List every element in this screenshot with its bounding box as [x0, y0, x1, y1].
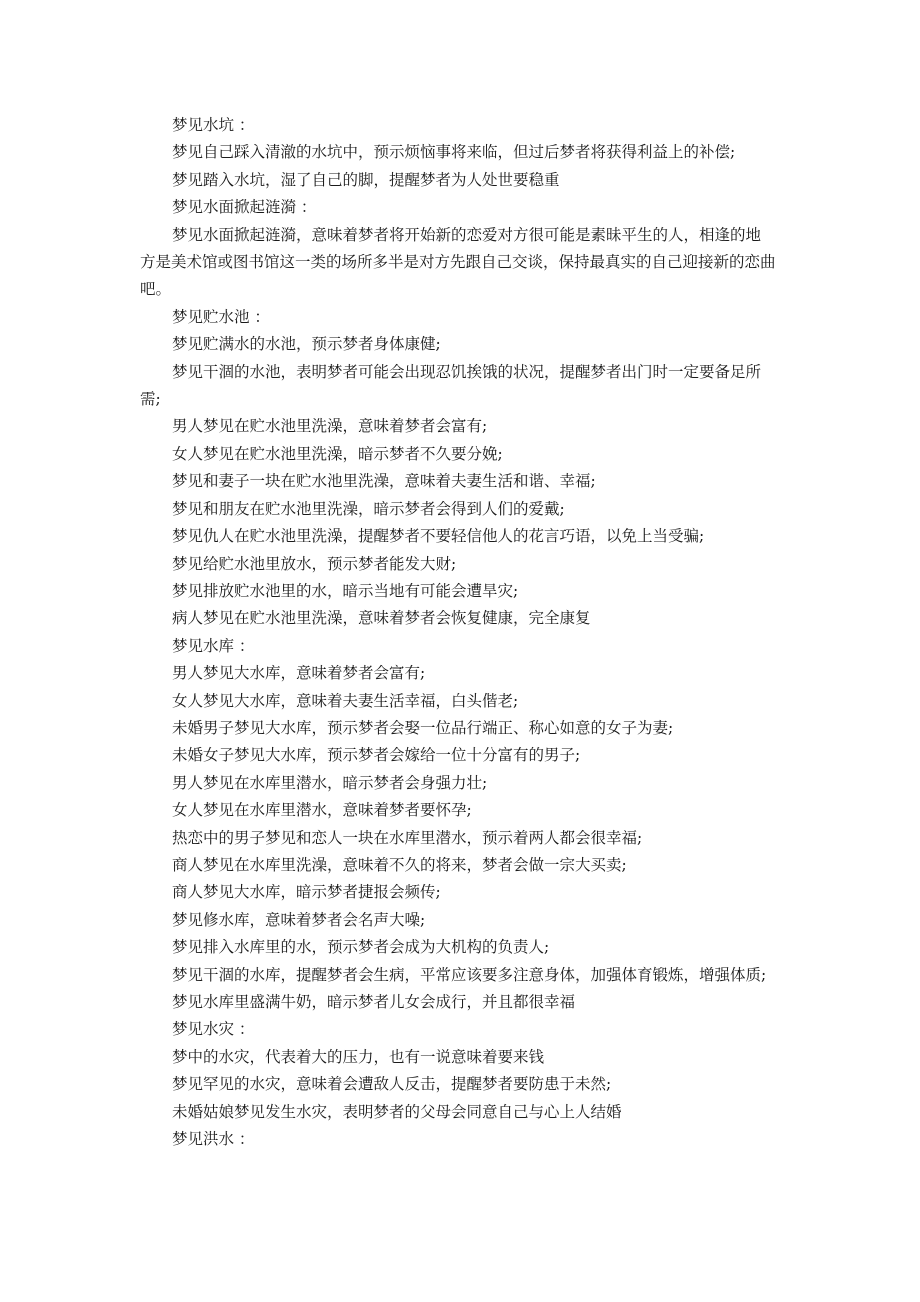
- section-heading-ripples: 梦见水面掀起涟漪 ：: [172, 198, 317, 217]
- paragraph: 梦见给贮水池里放水，预示梦者能发大财;: [172, 554, 457, 573]
- paragraph: 未婚男子梦见大水库，预示梦者会娶一位品行端正、称心如意的女子为妻;: [172, 718, 674, 737]
- paragraph: 未婚姑娘梦见发生水灾，表明梦者的父母会同意自己与心上人结婚: [172, 1102, 622, 1121]
- paragraph: 男人梦见在贮水池里洗澡，意味着梦者会富有;: [172, 417, 488, 436]
- paragraph: 病人梦见在贮水池里洗澡，意味着梦者会恢复健康，完全康复: [172, 609, 591, 628]
- section-heading-water-pit: 梦见水坑 ：: [172, 116, 255, 134]
- paragraph: 梦见干涸的水池，表明梦者可能会出现忍饥挨饿的状况，提醒梦者出门时一定要备足所需;: [140, 362, 762, 409]
- paragraph: 梦见罕见的水灾，意味着会遭敌人反击，提醒梦者要防患于未然;: [172, 1075, 612, 1094]
- paragraph: 梦见和妻子一块在贮水池里洗澡，意味着夫妻生活和谐、幸福;: [172, 472, 596, 491]
- paragraph: 梦中的水灾，代表着大的压力，也有一说意味着要来钱: [172, 1047, 545, 1066]
- paragraph: 梦见修水库，意味着梦者会名声大噪;: [172, 910, 426, 929]
- paragraph: 梦见贮满水的水池，预示梦者身体康健;: [172, 335, 441, 354]
- section-heading-flood-disaster: 梦见水灾 ：: [172, 1020, 255, 1039]
- section-heading-flood: 梦见洪水 ：: [172, 1130, 255, 1149]
- paragraph: 梦见仇人在贮水池里洗澡，提醒梦者不要轻信他人的花言巧语，以免上当受骗;: [172, 527, 705, 546]
- paragraph: 未婚女子梦见大水库，预示梦者会嫁给一位十分富有的男子;: [172, 746, 581, 765]
- paragraph: 女人梦见在贮水池里洗澡，暗示梦者不久要分娩;: [172, 444, 503, 463]
- document-body: [140, 112, 776, 1153]
- paragraph: 商人梦见大水库，暗示梦者捷报会频传;: [172, 883, 441, 902]
- paragraph: 女人梦见在水库里潜水，意味着梦者要怀孕;: [172, 801, 472, 820]
- paragraph: 梦见自己踩入清澈的水坑中，预示烦恼事将来临，但过后梦者将获得利益上的补偿;: [172, 143, 736, 162]
- paragraph: 梦见踏入水坑，湿了自己的脚，提醒梦者为人处世要稳重: [172, 170, 560, 189]
- section-heading-reservoir: 梦见水库 ：: [172, 636, 255, 655]
- paragraph: 男人梦见大水库，意味着梦者会富有;: [172, 664, 426, 683]
- paragraph: 男人梦见在水库里潜水，暗示梦者会身强力壮;: [172, 773, 488, 792]
- paragraph: 梦见和朋友在贮水池里洗澡，暗示梦者会得到人们的爱戴;: [172, 499, 565, 518]
- section-heading-reservoir-pool: 梦见贮水池 ：: [172, 307, 270, 326]
- paragraph: 热恋中的男子梦见和恋人一块在水库里潜水，预示着两人都会很幸福;: [172, 828, 643, 847]
- paragraph: 商人梦见在水库里洗澡，意味着不久的将来，梦者会做一宗大买卖;: [172, 855, 627, 874]
- paragraph: 梦见排放贮水池里的水，暗示当地有可能会遭旱灾;: [172, 581, 519, 600]
- paragraph: 女人梦见大水库，意味着夫妻生活幸福，白头偕老;: [172, 691, 519, 710]
- paragraph: 梦见水面掀起涟漪，意味着梦者将开始新的恋爱对方很可能是素昧平生的人，相逢的地方是美术馆或图书馆这一类的场所多半是对方先跟自己交谈，保持最真实的自己迎接新的恋曲吧。: [140, 225, 776, 299]
- paragraph: 梦见水库里盛满牛奶，暗示梦者儿女会成行，并且都很幸福: [172, 993, 576, 1011]
- paragraph: 梦见排入水库里的水，预示梦者会成为大机构的负责人;: [172, 938, 550, 957]
- paragraph: 梦见干涸的水库，提醒梦者会生病，平常应该要多注意身体，加强体育锻炼，增强体质;: [172, 965, 767, 984]
